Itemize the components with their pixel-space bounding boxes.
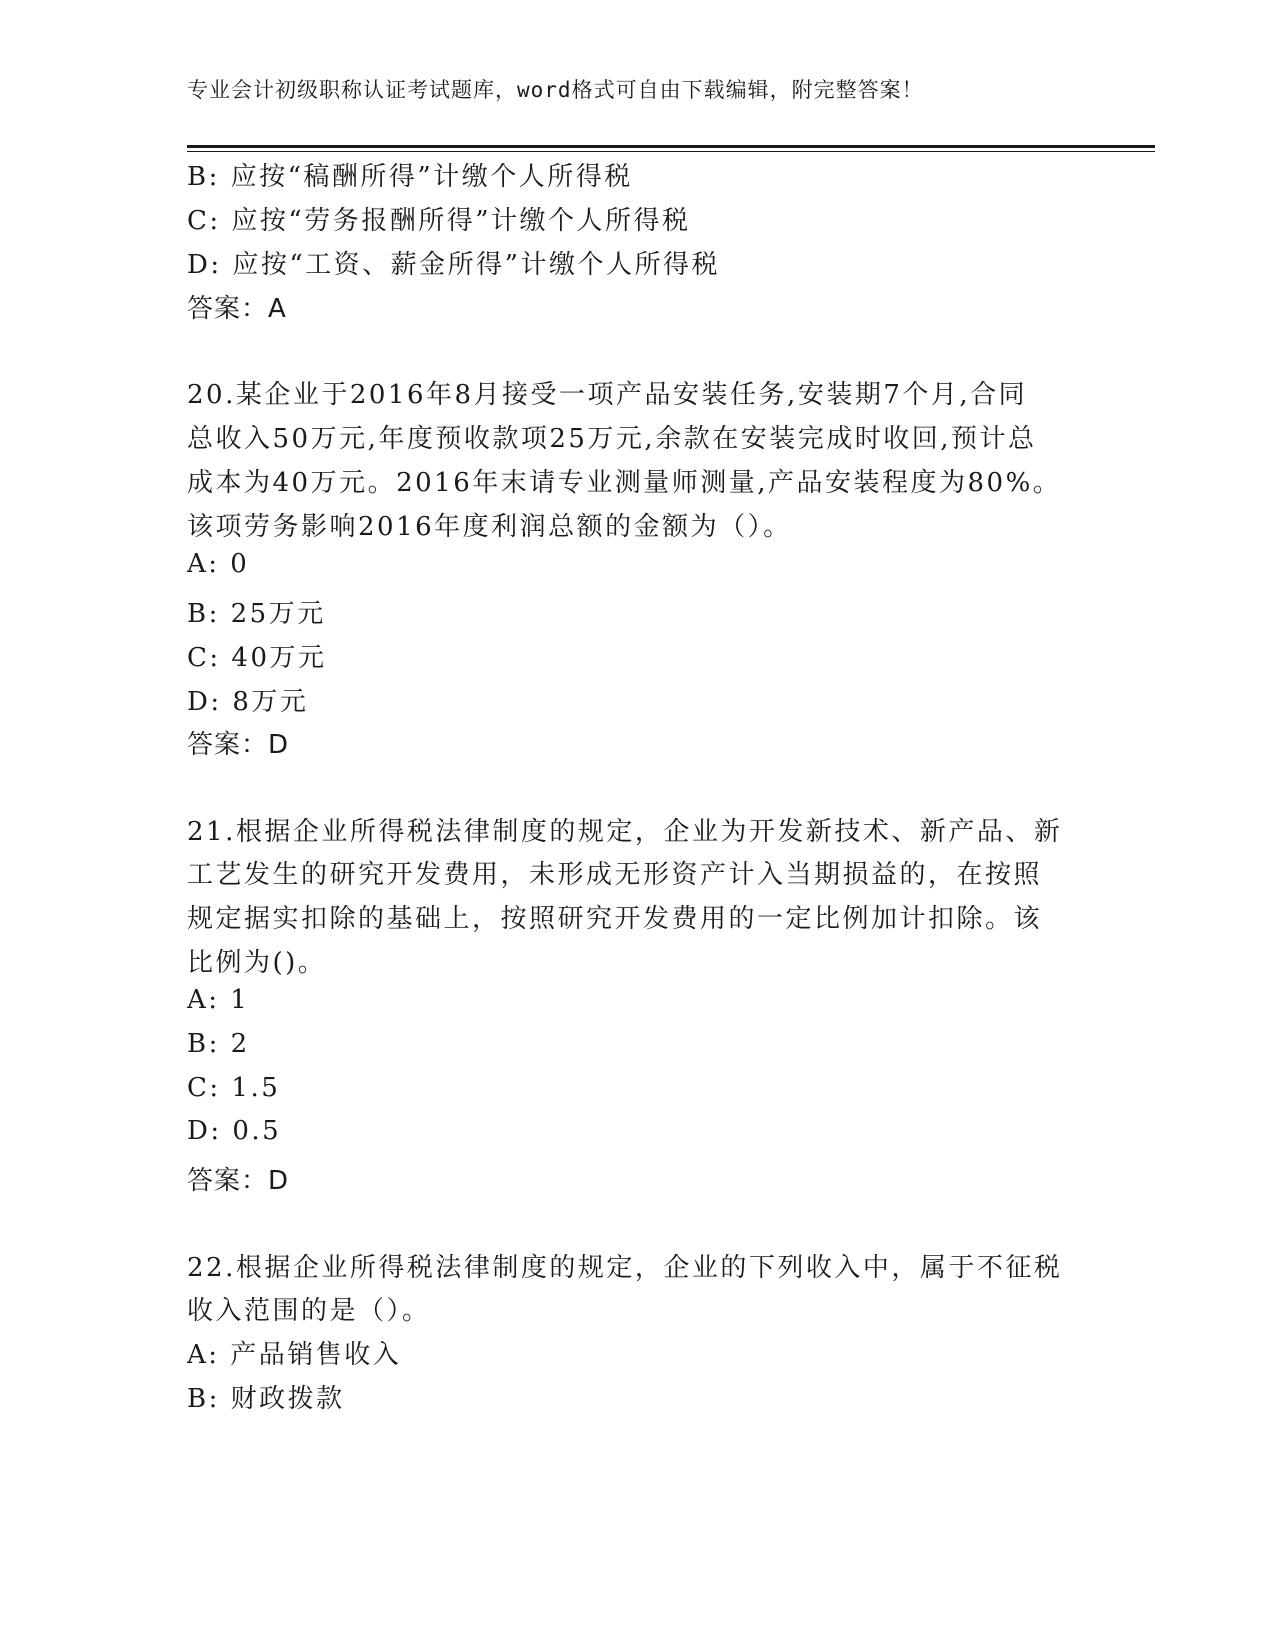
q22-option-b: B: 财政拨款	[187, 1384, 345, 1414]
q20-stem-line-3: 成本为40万元。2016年末请专业测量师测量,产品安装程度为80%。	[187, 468, 1062, 498]
q21-stem-line-2: 工艺发生的研究开发费用，未形成无形资产计入当期损益的，在按照	[187, 860, 1043, 890]
q19-answer: 答案：A	[187, 294, 287, 324]
q20-option-c: C: 40万元	[187, 643, 327, 673]
q21-stem-line-4: 比例为()。	[187, 948, 327, 978]
q20-stem-line-4: 该项劳务影响2016年度利润总额的金额为（）。	[187, 512, 792, 542]
q21-option-c: C: 1.5	[187, 1073, 281, 1103]
q22-option-a: A: 产品销售收入	[187, 1340, 402, 1370]
header-rule-thin	[187, 151, 1155, 152]
header-rule-thick	[187, 145, 1155, 148]
q20-stem-line-1: 20.某企业于2016年8月接受一项产品安装任务,安装期7个月,合同	[187, 380, 1028, 410]
q20-option-d: D: 8万元	[187, 687, 309, 717]
page-header: 专业会计初级职称认证考试题库，word格式可自由下载编辑，附完整答案！	[187, 78, 924, 102]
q20-stem-line-2: 总收入50万元,年度预收款项25万元,余款在安装完成时收回,预计总	[187, 424, 1037, 454]
q21-stem-line-1: 21.根据企业所得税法律制度的规定，企业为开发新技术、新产品、新	[187, 817, 1063, 847]
q21-answer: 答案：D	[187, 1166, 290, 1196]
q22-stem-line-2: 收入范围的是（）。	[187, 1296, 431, 1326]
q21-option-d: D: 0.5	[187, 1116, 282, 1146]
q19-option-d: D: 应按“工资、薪金所得”计缴个人所得税	[187, 250, 720, 280]
q20-option-b: B: 25万元	[187, 599, 326, 629]
q21-stem-line-3: 规定据实扣除的基础上，按照研究开发费用的一定比例加计扣除。该	[187, 904, 1043, 934]
q20-answer: 答案：D	[187, 730, 290, 760]
q22-stem-line-1: 22.根据企业所得税法律制度的规定，企业的下列收入中，属于不征税	[187, 1253, 1063, 1283]
q20-option-a: A: 0	[187, 549, 250, 579]
q19-option-c: C: 应按“劳务报酬所得”计缴个人所得税	[187, 206, 691, 236]
q21-option-b: B: 2	[187, 1029, 250, 1059]
q19-option-b: B: 应按“稿酬所得”计缴个人所得税	[187, 162, 633, 192]
q21-option-a: A: 1	[187, 985, 250, 1015]
